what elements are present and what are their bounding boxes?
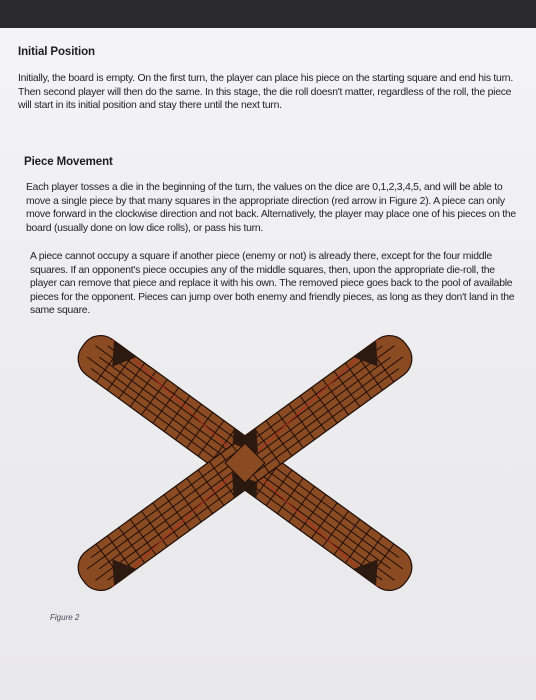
piece-movement-heading: Piece Movement	[24, 156, 113, 168]
cross-board-figure	[40, 328, 450, 598]
piece-movement-paragraph-1: Each player tosses a die in the beginning of the turn, the values on the dice are 0,1,2,3,4,5, and will be able to move a single piece by that many squares in the appropriate direction (red arrow in Figure 2). A piece can only move forward in the clockwise direction and not back. Alternatively, the player may place one of his pieces on the board (usually done on low dice rolls), or pass his turn.	[26, 182, 516, 234]
figure-caption: Figure 2	[50, 613, 80, 622]
document-page	[0, 28, 536, 700]
initial-position-paragraph: Initially, the board is empty. On the first turn, the player can place his piece on the starting square and end his turn. Then second player will then do the same. In this stage, the die roll doesn't matter, regardless of the roll, the piece will start in its initial position and stay there until the next turn.	[18, 73, 513, 112]
initial-position-heading: Initial Position	[18, 46, 95, 58]
piece-movement-paragraph-2: A piece cannot occupy a square if another piece (enemy or not) is already there, except for the four middle squares. If an opponent's piece occupies any of the middle squares, then, upon the appropriate die-roll, the player can remove that piece and replace it with his own. The removed piece goes back to the pool of available pieces for the opponent. Pieces can jump over both enemy and friendly pieces, as long as they don't land in the same square.	[30, 251, 515, 317]
